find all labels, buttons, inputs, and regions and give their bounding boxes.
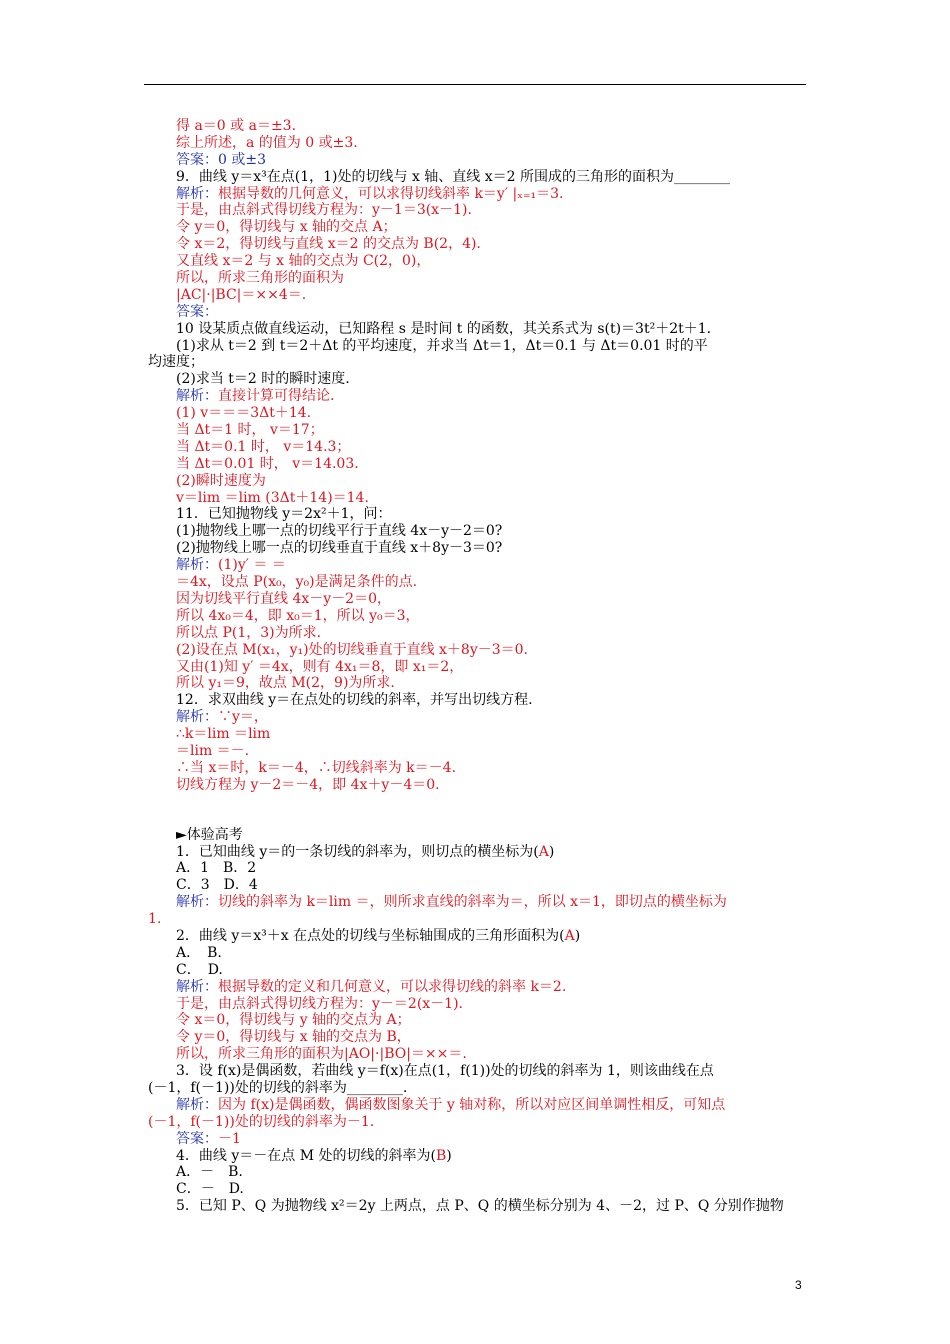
line-text: 所以，所求三角形的面积为|AO|·|BO|＝××＝. bbox=[176, 1046, 467, 1063]
line-text: 所以 y₁＝9，故点 M(2，9)为所求. bbox=[176, 675, 395, 692]
answer-label: 解析： bbox=[176, 978, 218, 995]
line-text: 令 y＝0，得切线与 x 轴的交点为 B， bbox=[176, 1029, 411, 1046]
text-line bbox=[176, 659, 810, 676]
text-line bbox=[148, 1114, 810, 1131]
text-line bbox=[176, 253, 810, 270]
line-text: 令 x＝0，得切线与 y 轴的交点为 A； bbox=[176, 1012, 411, 1029]
text-line bbox=[176, 388, 810, 405]
text-line bbox=[176, 928, 810, 945]
line-text: 又直线 x＝2 与 x 轴的交点为 C(2，0)， bbox=[176, 253, 431, 270]
text-line bbox=[176, 118, 810, 135]
line-text: 1. bbox=[148, 911, 162, 928]
line-text: C． D. bbox=[176, 961, 223, 978]
line-text: v＝lim ＝lim (3Δt＋14)＝14. bbox=[176, 489, 369, 506]
text-line bbox=[176, 591, 810, 608]
line-text: 当 Δt＝0.01 时， v＝14.03. bbox=[176, 455, 359, 472]
line-text: |AC|·|BC|＝××4＝. bbox=[176, 286, 307, 303]
text-line bbox=[176, 135, 810, 152]
line-text: (－1，f(－1))处的切线的斜率为－1. bbox=[148, 1113, 375, 1130]
text-line bbox=[148, 911, 810, 928]
text-line bbox=[176, 1164, 810, 1181]
document-body bbox=[148, 118, 810, 1215]
text-line bbox=[176, 219, 810, 236]
line-text: (2)抛物线上哪一点的切线垂直于直线 x＋8y－3＝0? bbox=[176, 540, 503, 557]
text-line bbox=[176, 1029, 810, 1046]
line-text: C．3 D．4 bbox=[176, 877, 258, 894]
page-number: 3 bbox=[795, 1278, 802, 1292]
text-line bbox=[176, 709, 810, 726]
line-text: 4．曲线 y＝－在点 M 处的切线的斜率为( bbox=[176, 1147, 436, 1164]
paren-close: ) bbox=[574, 927, 581, 944]
paren-close: ) bbox=[446, 1147, 452, 1164]
line-text: 所以 4x₀＝4，即 x₀＝1，所以 y₀＝3， bbox=[176, 607, 420, 624]
text-line bbox=[176, 304, 810, 321]
text-line bbox=[176, 844, 810, 861]
line-text: 1．已知曲线 y＝的一条切线的斜率为，则切点的横坐标为( bbox=[176, 843, 539, 860]
text-line bbox=[176, 1046, 810, 1063]
text-line bbox=[176, 202, 810, 219]
line-text: 令 x＝2，得切线与直线 x＝2 的交点为 B(2，4). bbox=[176, 236, 481, 253]
solution-text: (1)y′ ＝ ＝ bbox=[218, 557, 286, 574]
line-text: 于是，由点斜式得切线方程为：y－1＝3(x－1). bbox=[176, 202, 472, 219]
answer-label: 解析： bbox=[176, 388, 218, 405]
choice-answer: B bbox=[435, 1147, 447, 1164]
line-text: 切线方程为 y－2＝－4，即 4x＋y－4＝0. bbox=[176, 776, 440, 793]
text-line bbox=[176, 405, 810, 422]
text-line bbox=[176, 287, 810, 304]
solution-text: 直接计算可得结论. bbox=[218, 388, 335, 405]
line-text: 所以点 P(1，3)为所求. bbox=[176, 624, 322, 641]
text-line bbox=[176, 1097, 810, 1114]
line-text: (1)抛物线上哪一点的切线平行于直线 4x－y－2＝0? bbox=[176, 523, 503, 540]
text-line bbox=[176, 827, 810, 844]
text-line bbox=[176, 321, 810, 338]
text-line bbox=[176, 894, 810, 911]
solution-text: 根据导数的定义和几何意义，可以求得切线的斜率 k＝2. bbox=[218, 978, 567, 995]
text-line bbox=[176, 675, 810, 692]
paren-close: ) bbox=[548, 843, 555, 860]
line-text: ∴当 x＝时，k＝－4，∴切线斜率为 k＝－4. bbox=[176, 759, 457, 776]
line-text: 9．曲线 y＝x³在点(1，1)处的切线与 x 轴、直线 x＝2 所围成的三角形的面积为________ bbox=[176, 168, 731, 185]
text-line bbox=[176, 608, 810, 625]
solution-text: 根据导数的几何意义，可以求得切线斜率 k＝y′ |ₓ₌₁＝3. bbox=[218, 185, 564, 202]
line-text: (－1，f(－1))处的切线的斜率为________. bbox=[148, 1079, 408, 1096]
text-line bbox=[148, 354, 810, 371]
line-text: (1)求从 t＝2 到 t＝2＋Δt 的平均速度，并求当 Δt＝1，Δt＝0.1 与 Δt＝0.01 时的平 bbox=[176, 337, 708, 354]
line-text: 当 Δt＝1 时， v＝17； bbox=[176, 422, 324, 439]
text-line bbox=[176, 456, 810, 473]
line-text: C．－ D. bbox=[176, 1181, 244, 1198]
text-line bbox=[176, 743, 810, 760]
text-line bbox=[176, 422, 810, 439]
text-line bbox=[176, 490, 810, 507]
text-line bbox=[176, 506, 810, 523]
text-line bbox=[176, 1012, 810, 1029]
text-line bbox=[176, 860, 810, 877]
answer-label: 解析： bbox=[176, 557, 218, 574]
text-line bbox=[176, 540, 810, 557]
text-line bbox=[176, 439, 810, 456]
text-line bbox=[176, 996, 810, 1013]
line-text: 令 y＝0，得切线与 x 轴的交点 A； bbox=[176, 219, 397, 236]
line-text: 均速度； bbox=[148, 354, 204, 371]
answer-label: 解析： bbox=[176, 709, 218, 726]
solution-text: ∵y＝， bbox=[218, 709, 268, 726]
line-text: 得 a＝0 或 a＝±3. bbox=[176, 118, 297, 134]
answer-label: 解析： bbox=[176, 894, 218, 911]
text-line bbox=[176, 169, 810, 186]
text-line bbox=[176, 760, 810, 777]
line-text: (1) v＝＝＝3Δt＋14. bbox=[176, 405, 312, 422]
solution-text: 切线的斜率为 k＝lim ＝，则所求直线的斜率为＝，所以 x＝1，即切点的横坐标为 bbox=[218, 894, 727, 911]
text-line bbox=[176, 1198, 810, 1215]
choice-answer: A bbox=[538, 843, 549, 860]
line-text: 所以，所求三角形的面积为 bbox=[176, 270, 344, 287]
solution-text: 因为 f(x)是偶函数，偶函数图象关于 y 轴对称，所以对应区间单调性相反，可知点 bbox=[218, 1096, 726, 1113]
text-line bbox=[176, 574, 810, 591]
text-line bbox=[176, 473, 810, 490]
text-line bbox=[176, 777, 810, 794]
text-line bbox=[176, 152, 810, 169]
solution-text: －1 bbox=[218, 1130, 241, 1147]
text-line bbox=[176, 236, 810, 253]
text-line bbox=[176, 726, 810, 743]
line-text: 11．已知抛物线 y＝2x²＋1，问： bbox=[176, 506, 392, 523]
text-line bbox=[176, 642, 810, 659]
answer-label: 答案： bbox=[176, 1130, 218, 1147]
text-line bbox=[176, 270, 810, 287]
text-line bbox=[176, 877, 810, 894]
answer-label: 解析： bbox=[176, 185, 218, 202]
line-text: 又由(1)知 y′ ＝4x，则有 4x₁＝8，即 x₁＝2， bbox=[176, 658, 464, 675]
line-text: (2)设在点 M(x₁，y₁)处的切线垂直于直线 x＋8y－3＝0. bbox=[176, 641, 528, 658]
line-text: 12．求双曲线 y＝在点处的切线的斜率，并写出切线方程. bbox=[176, 692, 533, 709]
text-line bbox=[176, 1131, 810, 1148]
answer-label: 解析： bbox=[176, 1096, 218, 1113]
text-line bbox=[176, 1181, 810, 1198]
line-text: (2)瞬时速度为 bbox=[176, 472, 266, 489]
spacer bbox=[176, 794, 810, 827]
choice-answer: A bbox=[564, 927, 575, 944]
line-text: 10 设某质点做直线运动，已知路程 s 是时间 t 的函数，其关系式为 s(t)＝3t²＋2t＋1. bbox=[176, 320, 712, 337]
line-text: 因为切线平行直线 4x－y－2＝0， bbox=[176, 590, 391, 607]
text-line bbox=[176, 962, 810, 979]
text-line bbox=[176, 979, 810, 996]
line-text: (2)求当 t＝2 时的瞬时速度. bbox=[176, 371, 350, 388]
text-line bbox=[176, 625, 810, 642]
line-text: ＝4x，设点 P(x₀，y₀)是满足条件的点. bbox=[176, 574, 418, 591]
line-text: ＝lim ＝－. bbox=[176, 742, 250, 759]
line-text: A． B. bbox=[176, 944, 222, 961]
text-line bbox=[148, 1080, 810, 1097]
header-rule bbox=[144, 84, 806, 85]
text-line bbox=[176, 557, 810, 574]
line-text: 综上所述，a 的值为 0 或±3. bbox=[176, 134, 358, 151]
line-text: 于是，由点斜式得切线方程为：y－＝2(x－1). bbox=[176, 995, 463, 1012]
line-text: A．1 B．2 bbox=[176, 860, 257, 877]
text-line bbox=[176, 186, 810, 203]
text-line bbox=[176, 338, 810, 355]
line-text: A．－ B. bbox=[176, 1164, 243, 1181]
text-line bbox=[176, 371, 810, 388]
line-text: 3．设 f(x)是偶函数，若曲线 y＝f(x)在点(1，f(1))处的切线的斜率为 1，则该曲线在点 bbox=[176, 1063, 714, 1080]
text-line bbox=[176, 1063, 810, 1080]
answer-label: 答案： bbox=[176, 303, 218, 320]
answer-label: 答案：0 或±3 bbox=[176, 151, 266, 168]
text-line bbox=[176, 692, 810, 709]
text-line bbox=[176, 523, 810, 540]
line-text: ►体验高考 bbox=[176, 826, 243, 843]
text-line bbox=[176, 1148, 810, 1165]
line-text: 当 Δt＝0.1 时， v＝14.3； bbox=[176, 438, 351, 455]
line-text: 5．已知 P、Q 为抛物线 x²＝2y 上两点，点 P、Q 的横坐标分别为 4、－2，过 P、Q 分别作抛物 bbox=[176, 1198, 784, 1215]
text-line bbox=[176, 945, 810, 962]
line-text: 2．曲线 y＝x³＋x 在点处的切线与坐标轴围成的三角形面积为( bbox=[176, 927, 565, 944]
line-text: ∴k＝lim ＝lim bbox=[176, 726, 271, 743]
